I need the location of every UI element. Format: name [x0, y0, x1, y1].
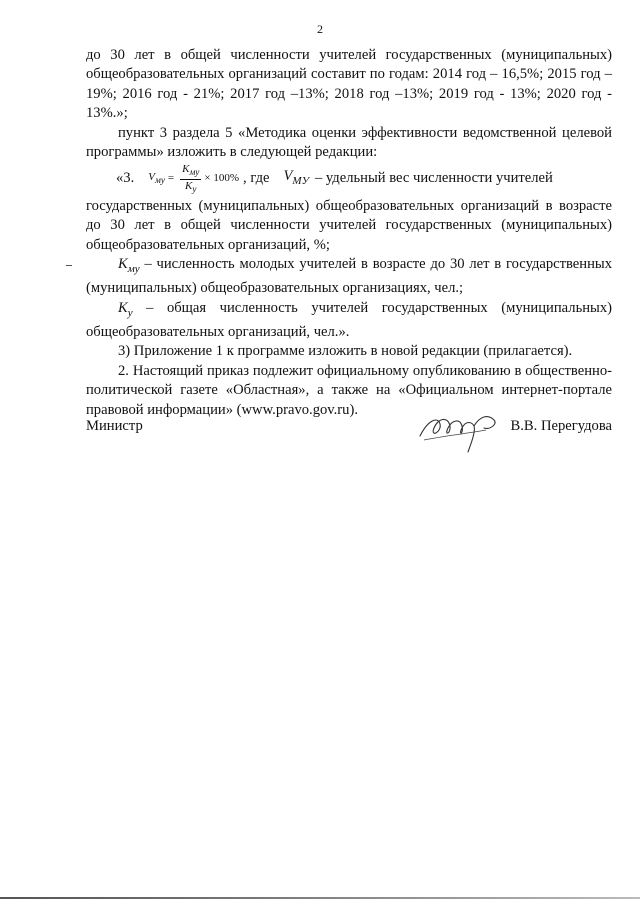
- formula-multiplier: × 100%: [204, 172, 240, 185]
- paragraph-appendix: 3) Приложение 1 к программе изложить в новой редакции (прилагается).: [118, 343, 573, 360]
- formula-denominator: $K_у$: [185, 179, 197, 194]
- variable-ky: $K_у$: [118, 299, 133, 319]
- signature-block: [86, 414, 612, 454]
- paragraph-formula-continuation: государственных (муниципальных) общеобразовательных организаций в возрасте до 30 лет в общей численности учителей государственных (муниципальных) общеобразовательных организаций, %;: [86, 197, 612, 253]
- paragraph-publication: 2. Настоящий приказ подлежит официальному опубликованию в общественно-политической газете «Областная», а также на «Официальном интернет-портале правовой информации» (www.pravo.gov.ru).: [86, 362, 612, 418]
- formula-definition: – удельный вес численности учителей: [314, 170, 553, 187]
- page-number: 2: [317, 22, 323, 36]
- paragraph-kmy-definition: $K_{му}$ – численность молодых учителей в возрасте до 30 лет в государственных (муниципальных) общеобразовательных организациях, чел.;: [86, 256, 612, 297]
- margin-mark: [66, 265, 72, 266]
- variable-kmy: $K_{му}$: [118, 256, 140, 275]
- paragraph-methodology-intro: пункт 3 раздела 5 «Методика оценки эффективности ведомственной целевой программы» изложить в следующей редакции:: [86, 124, 612, 161]
- signatory-title: Министр: [86, 418, 143, 434]
- formula-where: , где: [243, 170, 270, 187]
- paragraph-target-values: до 30 лет в общей численности учителей государственных (муниципальных) общеобразовательных организаций составит по годам: 2014 год – 16,5%; 2015 год – 19%; 2016 год - 21%; 2017 год –13%; 2018 год –13%; 2019 год - 13%; 2020 год - 13%.»;: [86, 47, 612, 122]
- formula-lhs: $V_{му}$: [148, 170, 165, 186]
- handwritten-signature: [414, 406, 504, 454]
- document-body: [86, 46, 612, 420]
- formula-item-number: «3.: [116, 170, 135, 187]
- paragraph-ky-definition: $K_у$ – общая численность учителей государственных (муниципальных) общеобразовательных организаций, чел.».: [86, 299, 612, 341]
- formula-numerator: $K_{му}$: [182, 163, 200, 178]
- formula-line: [86, 163, 612, 194]
- formula-variable: $V_{МУ}$: [283, 167, 309, 187]
- formula-equals: =: [167, 172, 175, 185]
- formula-fraction: [180, 163, 201, 194]
- scan-edge-line: [0, 897, 640, 899]
- signatory-name: В.В. Перегудова: [510, 418, 612, 434]
